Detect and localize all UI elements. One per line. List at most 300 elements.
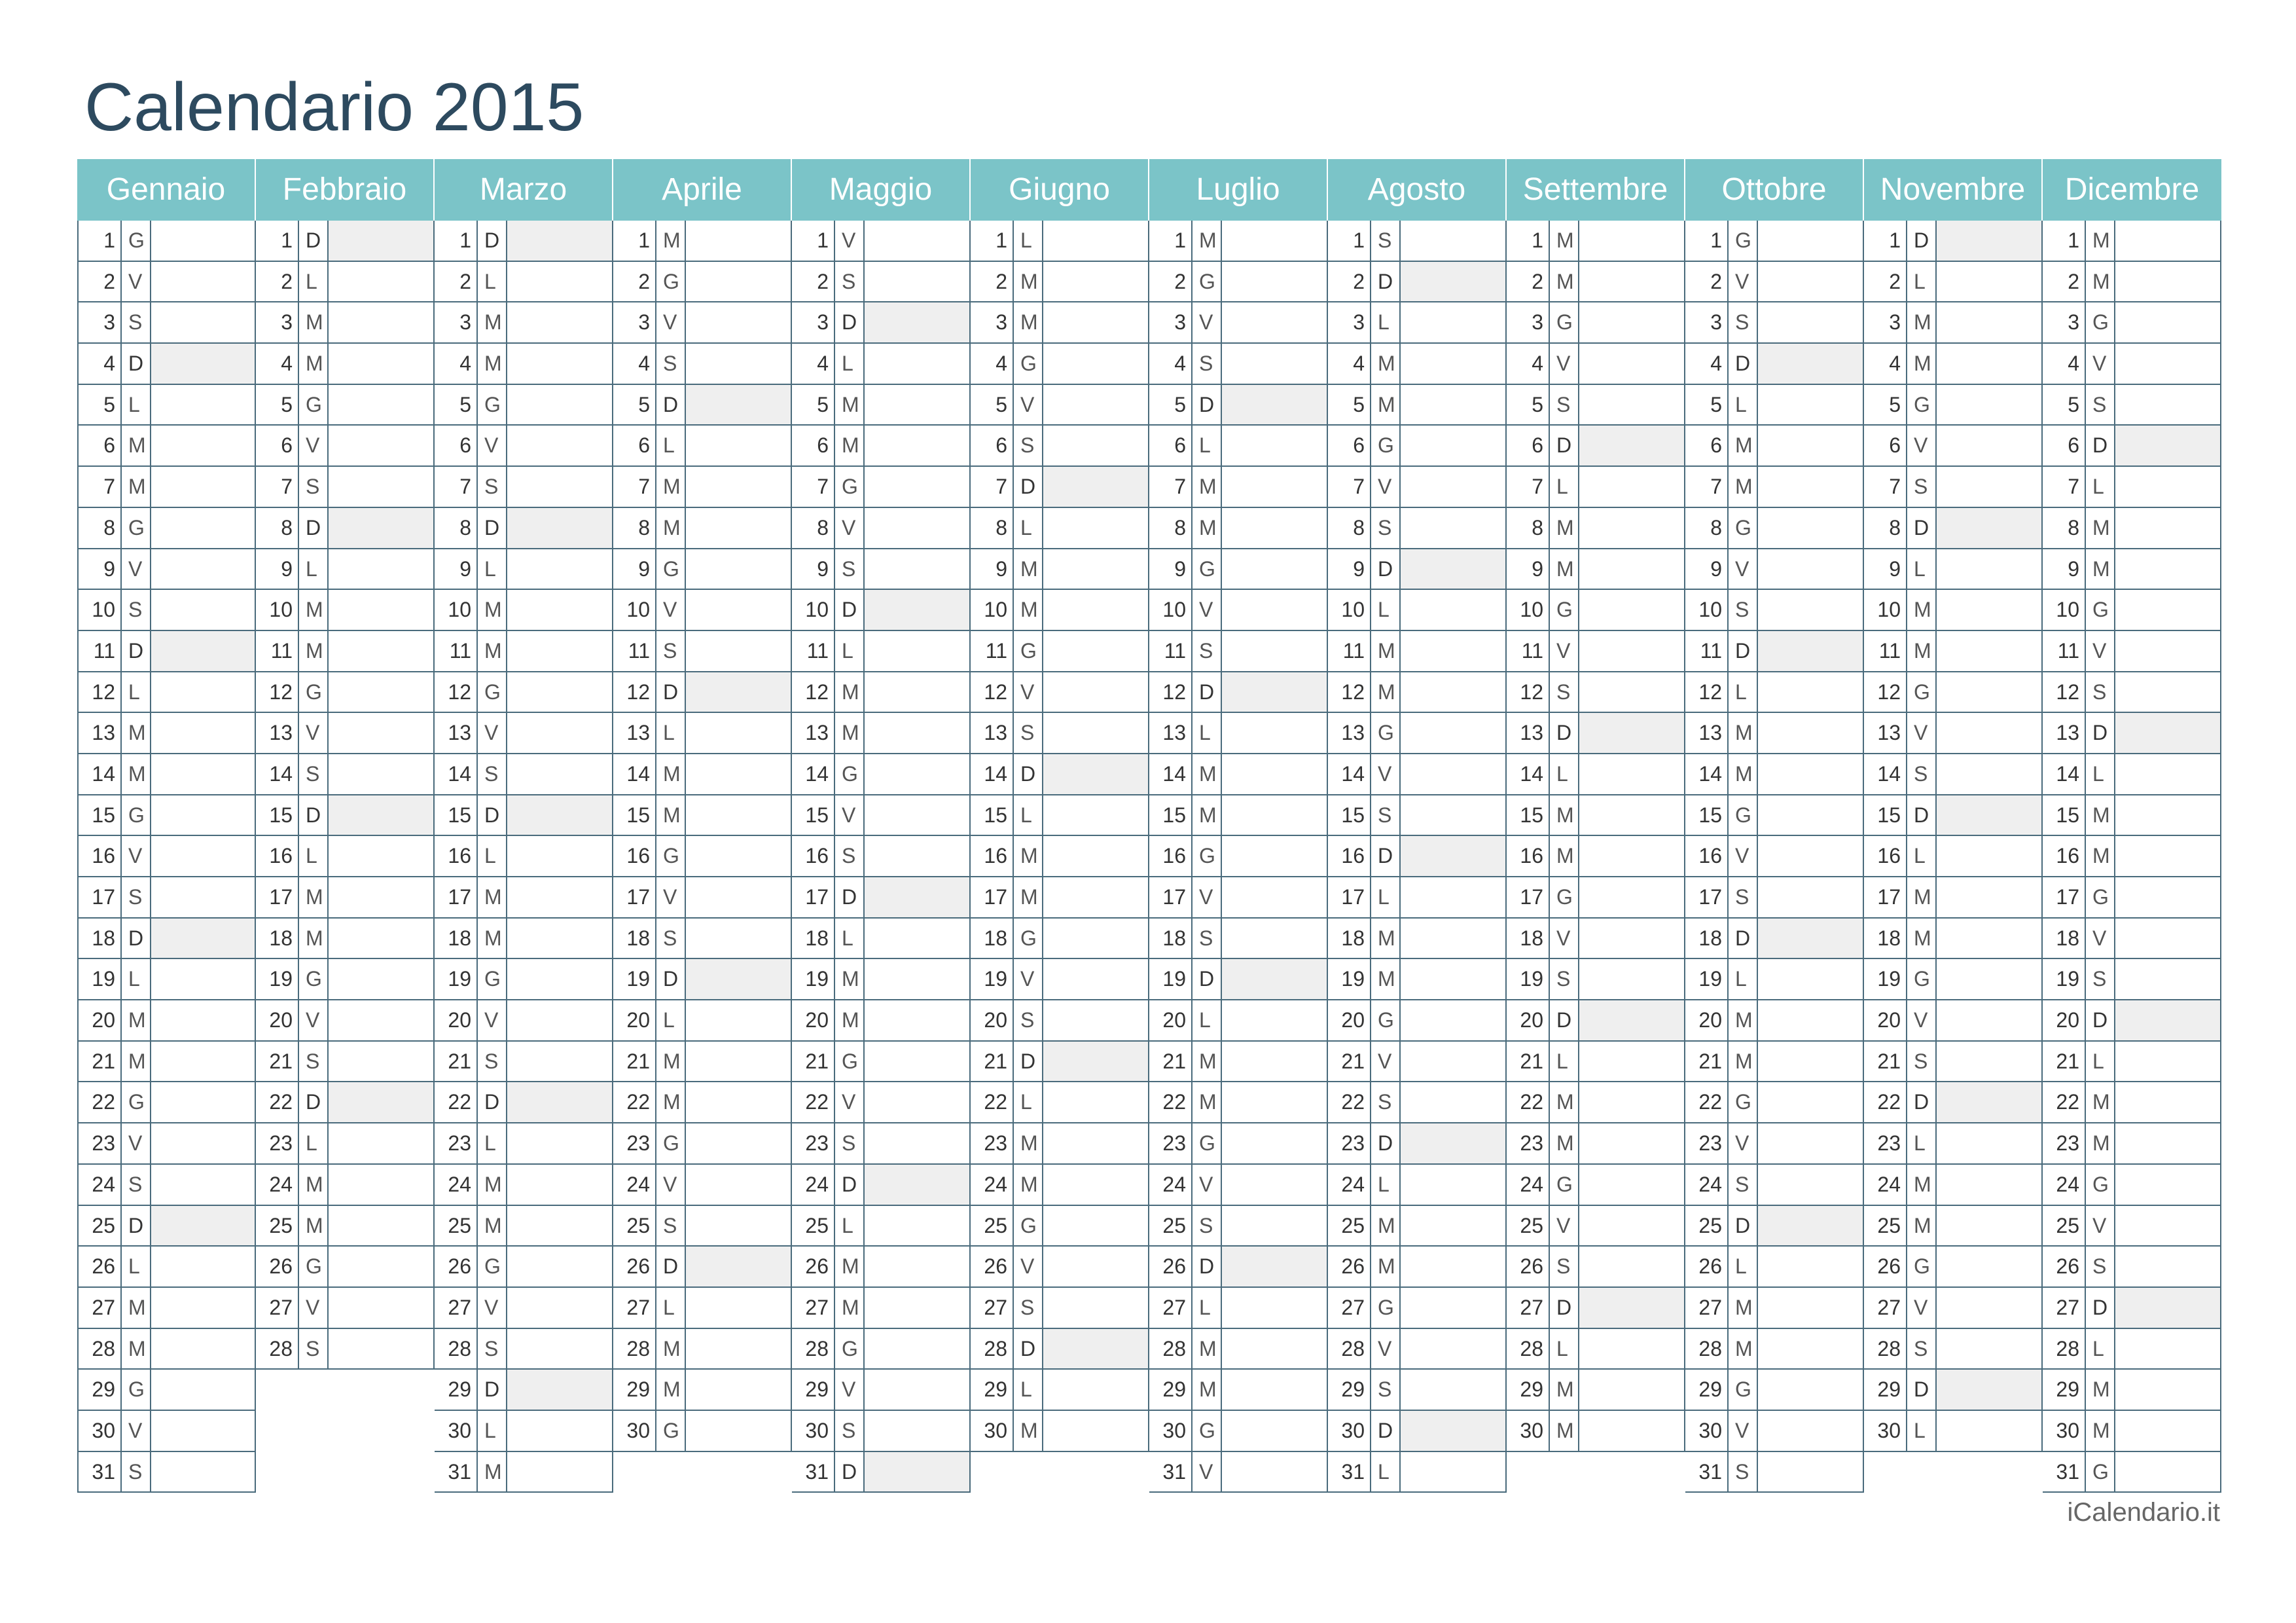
day-number: 6	[971, 426, 1014, 465]
day-weekday: L	[299, 1123, 329, 1163]
day-weekday: L	[1371, 1452, 1401, 1492]
day-row	[2043, 1042, 2220, 1083]
day-row	[971, 508, 1148, 549]
day-number: 1	[792, 221, 835, 261]
day-row	[435, 631, 612, 672]
day-weekday: D	[1729, 631, 1758, 671]
day-weekday: L	[478, 549, 507, 589]
day-weekday: M	[1907, 302, 1937, 342]
day-number: 5	[613, 385, 656, 425]
day-number: 9	[1864, 549, 1907, 589]
day-number: 22	[613, 1082, 656, 1122]
day-weekday: G	[2086, 877, 2115, 917]
day-weekday: G	[1014, 1206, 1043, 1246]
day-note-cell	[2115, 1452, 2220, 1492]
day-row	[1864, 467, 2041, 508]
day-note-cell	[1758, 877, 1863, 917]
day-note-cell	[865, 1042, 969, 1082]
day-weekday: M	[1550, 836, 1579, 876]
day-weekday: S	[835, 836, 865, 876]
day-row	[1864, 959, 2041, 1000]
day-note-cell	[1937, 919, 2041, 958]
day-note-cell	[329, 590, 433, 630]
day-row	[1685, 1042, 1863, 1083]
month-header: Novembre	[1864, 159, 2043, 221]
day-weekday: S	[1371, 508, 1401, 548]
day-note-cell	[1222, 302, 1327, 342]
day-row	[613, 1206, 791, 1247]
day-row	[1864, 385, 2041, 426]
day-row	[79, 1452, 255, 1493]
day-number: 4	[1328, 344, 1371, 384]
day-note-cell	[1758, 754, 1863, 794]
day-weekday: M	[1729, 713, 1758, 753]
day-weekday: M	[299, 302, 329, 342]
day-number: 23	[1328, 1123, 1371, 1163]
day-note-cell	[1222, 672, 1327, 712]
day-weekday: V	[656, 1165, 686, 1205]
day-weekday: G	[1729, 1082, 1758, 1122]
day-note-cell	[1937, 508, 2041, 548]
day-row	[1685, 713, 1863, 754]
day-number: 12	[2043, 672, 2086, 712]
day-row	[1685, 877, 1863, 919]
day-weekday: V	[122, 262, 151, 302]
day-number: 11	[1507, 631, 1550, 671]
day-number: 13	[1685, 713, 1729, 753]
day-row	[792, 221, 969, 262]
day-number: 28	[2043, 1329, 2086, 1369]
day-weekday: V	[478, 1000, 507, 1040]
day-weekday: D	[656, 1247, 686, 1286]
day-row	[79, 1288, 255, 1329]
day-note-cell	[1937, 549, 2041, 589]
day-row	[1507, 959, 1684, 1000]
day-row	[79, 754, 255, 795]
day-row	[256, 549, 433, 591]
day-number: 21	[1149, 1042, 1193, 1082]
day-number: 20	[256, 1000, 299, 1040]
day-number: 18	[2043, 919, 2086, 958]
day-row	[435, 590, 612, 631]
day-row	[1685, 1165, 1863, 1206]
day-number: 2	[2043, 262, 2086, 302]
day-number: 19	[435, 959, 478, 999]
day-number: 17	[613, 877, 656, 917]
day-row	[1507, 795, 1684, 837]
day-number: 16	[435, 836, 478, 876]
day-note-cell	[329, 1042, 433, 1082]
day-number: 25	[435, 1206, 478, 1246]
day-row	[256, 672, 433, 714]
day-weekday: S	[122, 590, 151, 630]
day-note-cell	[1401, 1123, 1505, 1163]
day-row	[2043, 1082, 2220, 1123]
day-row	[435, 672, 612, 714]
day-row	[613, 877, 791, 919]
day-note-cell	[686, 508, 791, 548]
day-row	[1507, 1411, 1684, 1452]
day-weekday: M	[122, 426, 151, 465]
day-number: 15	[1507, 795, 1550, 835]
day-number: 6	[1507, 426, 1550, 465]
day-number: 3	[1149, 302, 1193, 342]
month-days	[1685, 221, 1864, 1493]
day-number: 29	[792, 1370, 835, 1410]
day-number: 2	[971, 262, 1014, 302]
day-weekday: S	[1371, 1082, 1401, 1122]
day-note-cell	[1758, 221, 1863, 261]
day-row	[435, 1000, 612, 1042]
day-note-cell	[1043, 795, 1148, 835]
day-note-cell	[1222, 549, 1327, 589]
day-weekday: M	[299, 877, 329, 917]
day-number: 27	[792, 1288, 835, 1328]
day-weekday: S	[1193, 631, 1222, 671]
day-weekday: S	[1550, 385, 1579, 425]
day-row	[1328, 1082, 1505, 1123]
day-weekday: M	[1729, 1042, 1758, 1082]
day-weekday: M	[1550, 221, 1579, 261]
day-note-cell	[1579, 467, 1684, 507]
day-number: 13	[613, 713, 656, 753]
day-note-cell	[865, 508, 969, 548]
day-number: 22	[971, 1082, 1014, 1122]
day-note-cell	[2115, 1123, 2220, 1163]
day-row	[1864, 590, 2041, 631]
day-weekday: S	[1729, 1452, 1758, 1492]
day-note-cell	[1579, 754, 1684, 794]
day-row	[2043, 467, 2220, 508]
day-weekday: V	[1729, 262, 1758, 302]
day-note-cell	[1401, 1329, 1505, 1369]
day-weekday: G	[1729, 221, 1758, 261]
day-note-cell	[507, 385, 612, 425]
day-weekday: M	[1729, 426, 1758, 465]
day-weekday: G	[1193, 549, 1222, 589]
day-weekday: L	[1371, 877, 1401, 917]
day-row	[435, 426, 612, 467]
day-weekday: M	[656, 754, 686, 794]
day-row	[792, 344, 969, 385]
day-row	[1864, 1288, 2041, 1329]
day-row	[1864, 302, 2041, 344]
day-row	[79, 713, 255, 754]
day-number: 2	[435, 262, 478, 302]
day-note-cell	[1043, 1247, 1148, 1286]
day-row	[435, 1411, 612, 1452]
day-row	[256, 467, 433, 508]
day-weekday: D	[1729, 1206, 1758, 1246]
day-note-cell	[151, 344, 255, 384]
day-note-cell	[1043, 1329, 1148, 1369]
day-weekday: S	[1550, 1247, 1579, 1286]
day-number: 22	[79, 1082, 122, 1122]
month-header: Luglio	[1149, 159, 1328, 221]
day-row	[2043, 1411, 2220, 1452]
day-row	[792, 1370, 969, 1411]
day-note-cell	[1758, 262, 1863, 302]
day-number: 23	[792, 1123, 835, 1163]
day-number: 17	[79, 877, 122, 917]
day-note-cell	[507, 590, 612, 630]
day-row	[2043, 919, 2220, 960]
day-weekday: G	[1371, 1000, 1401, 1040]
day-weekday: V	[656, 877, 686, 917]
day-note-cell	[1401, 1288, 1505, 1328]
day-row	[1149, 508, 1327, 549]
day-number: 3	[792, 302, 835, 342]
day-note-cell	[865, 1165, 969, 1205]
day-number: 25	[1328, 1206, 1371, 1246]
day-row	[1328, 1411, 1505, 1452]
day-weekday: M	[1014, 549, 1043, 589]
day-weekday: M	[478, 344, 507, 384]
day-number: 1	[971, 221, 1014, 261]
day-weekday: S	[1014, 1000, 1043, 1040]
day-number: 19	[971, 959, 1014, 999]
day-weekday: D	[835, 590, 865, 630]
day-weekday: D	[299, 1082, 329, 1122]
day-number: 19	[256, 959, 299, 999]
day-row	[1864, 549, 2041, 591]
day-number: 24	[971, 1165, 1014, 1205]
day-note-cell	[2115, 1288, 2220, 1328]
day-note-cell	[1401, 1452, 1505, 1492]
day-number: 4	[435, 344, 478, 384]
day-row	[1685, 1452, 1863, 1493]
day-weekday: L	[1014, 508, 1043, 548]
day-weekday: D	[1193, 959, 1222, 999]
day-weekday: G	[656, 836, 686, 876]
day-weekday: M	[835, 426, 865, 465]
day-number: 25	[1507, 1206, 1550, 1246]
day-row	[1685, 795, 1863, 837]
day-weekday: L	[1371, 1165, 1401, 1205]
day-note-cell	[1401, 1411, 1505, 1451]
day-note-cell	[865, 959, 969, 999]
day-note-cell	[151, 1000, 255, 1040]
day-note-cell	[1401, 590, 1505, 630]
day-number: 30	[1507, 1411, 1550, 1451]
day-number: 13	[792, 713, 835, 753]
day-number: 15	[613, 795, 656, 835]
day-row	[792, 1165, 969, 1206]
day-number: 7	[1507, 467, 1550, 507]
day-row	[1685, 754, 1863, 795]
day-row	[256, 1042, 433, 1083]
day-weekday: D	[122, 631, 151, 671]
day-number: 13	[1149, 713, 1193, 753]
day-note-cell	[1758, 1370, 1863, 1410]
day-number: 7	[2043, 467, 2086, 507]
day-note-cell	[507, 1288, 612, 1328]
day-weekday: M	[478, 631, 507, 671]
day-weekday: M	[1729, 1329, 1758, 1369]
day-note-cell	[686, 549, 791, 589]
day-row	[1507, 262, 1684, 303]
day-note-cell	[507, 1370, 612, 1410]
day-weekday: D	[122, 1206, 151, 1246]
day-number: 17	[256, 877, 299, 917]
day-weekday: L	[1729, 1247, 1758, 1286]
day-weekday: M	[1014, 1123, 1043, 1163]
day-number: 2	[792, 262, 835, 302]
day-note-cell	[865, 1247, 969, 1286]
day-number: 28	[435, 1329, 478, 1369]
day-row	[1685, 672, 1863, 714]
day-note-cell	[1579, 836, 1684, 876]
day-note-cell	[1222, 1042, 1327, 1082]
day-weekday: L	[122, 385, 151, 425]
day-number: 13	[971, 713, 1014, 753]
day-number: 4	[79, 344, 122, 384]
day-number: 11	[792, 631, 835, 671]
day-note-cell	[1758, 631, 1863, 671]
day-number: 1	[1507, 221, 1550, 261]
day-weekday: L	[478, 262, 507, 302]
day-row	[1328, 754, 1505, 795]
day-weekday: L	[1550, 467, 1579, 507]
day-note-cell	[865, 221, 969, 261]
day-row	[792, 959, 969, 1000]
day-weekday: D	[478, 795, 507, 835]
day-note-cell	[1758, 1329, 1863, 1369]
day-row	[613, 836, 791, 877]
day-note-cell	[1579, 426, 1684, 465]
day-weekday: M	[1193, 1082, 1222, 1122]
day-number: 17	[1507, 877, 1550, 917]
day-number: 17	[971, 877, 1014, 917]
day-weekday: M	[1550, 549, 1579, 589]
day-row	[1328, 302, 1505, 344]
day-note-cell	[329, 919, 433, 958]
day-number: 24	[1864, 1165, 1907, 1205]
day-note-cell	[1758, 1000, 1863, 1040]
day-weekday: G	[1371, 713, 1401, 753]
day-row	[613, 1000, 791, 1042]
day-number: 18	[1149, 919, 1193, 958]
day-row	[2043, 1123, 2220, 1165]
day-weekday: V	[1729, 1411, 1758, 1451]
day-number: 1	[256, 221, 299, 261]
day-number: 20	[435, 1000, 478, 1040]
day-note-cell	[2115, 1042, 2220, 1082]
day-row	[435, 385, 612, 426]
day-number: 27	[1507, 1288, 1550, 1328]
day-number: 27	[613, 1288, 656, 1328]
day-row	[2043, 385, 2220, 426]
day-weekday: M	[1014, 302, 1043, 342]
day-note-cell	[865, 467, 969, 507]
day-note-cell	[1758, 385, 1863, 425]
day-number: 5	[1507, 385, 1550, 425]
day-weekday: M	[1907, 877, 1937, 917]
day-weekday: D	[1371, 1123, 1401, 1163]
day-note-cell	[1579, 1370, 1684, 1410]
day-note-cell	[507, 1042, 612, 1082]
day-row	[435, 1452, 612, 1493]
day-row	[1864, 1000, 2041, 1042]
day-weekday: M	[478, 919, 507, 958]
day-number: 9	[1685, 549, 1729, 589]
day-number: 28	[1507, 1329, 1550, 1369]
day-number: 12	[79, 672, 122, 712]
day-row	[1507, 549, 1684, 591]
day-weekday: D	[835, 877, 865, 917]
day-row	[1507, 754, 1684, 795]
day-number: 18	[79, 919, 122, 958]
day-weekday: S	[1729, 590, 1758, 630]
day-weekday: L	[1193, 426, 1222, 465]
day-row	[2043, 549, 2220, 591]
day-number: 2	[613, 262, 656, 302]
day-row	[1864, 836, 2041, 877]
day-row	[256, 1288, 433, 1329]
day-note-cell	[151, 262, 255, 302]
day-row	[792, 672, 969, 714]
day-row	[79, 1370, 255, 1411]
day-number: 15	[1149, 795, 1193, 835]
day-note-cell	[1758, 919, 1863, 958]
day-row	[256, 1247, 433, 1288]
day-row	[435, 836, 612, 877]
day-note-cell	[686, 1329, 791, 1369]
day-number: 11	[79, 631, 122, 671]
day-weekday: S	[1014, 426, 1043, 465]
day-weekday: M	[1193, 1042, 1222, 1082]
day-weekday: M	[1907, 344, 1937, 384]
day-row	[1328, 1247, 1505, 1288]
day-row	[2043, 590, 2220, 631]
day-row	[971, 302, 1148, 344]
day-note-cell	[1937, 1165, 2041, 1205]
day-row	[1149, 344, 1327, 385]
day-note-cell	[1579, 385, 1684, 425]
day-note-cell	[1937, 426, 2041, 465]
day-number: 24	[613, 1165, 656, 1205]
day-weekday: L	[1907, 836, 1937, 876]
day-note-cell	[329, 1247, 433, 1286]
day-weekday: M	[2086, 508, 2115, 548]
day-note-cell	[1222, 426, 1327, 465]
day-weekday: M	[1193, 795, 1222, 835]
day-weekday: M	[299, 631, 329, 671]
day-weekday: S	[835, 1411, 865, 1451]
day-row	[792, 631, 969, 672]
day-row	[256, 1329, 433, 1370]
day-weekday: M	[2086, 221, 2115, 261]
day-note-cell	[1579, 713, 1684, 753]
day-number: 9	[79, 549, 122, 589]
day-weekday: M	[835, 672, 865, 712]
day-row	[613, 385, 791, 426]
day-number: 11	[435, 631, 478, 671]
day-number: 22	[2043, 1082, 2086, 1122]
day-note-cell	[1937, 1082, 2041, 1122]
day-weekday: D	[299, 795, 329, 835]
day-row	[2043, 1329, 2220, 1370]
day-row	[613, 590, 791, 631]
day-number: 29	[1507, 1370, 1550, 1410]
day-number: 25	[792, 1206, 835, 1246]
day-number: 11	[2043, 631, 2086, 671]
day-number: 3	[1864, 302, 1907, 342]
day-weekday: M	[299, 1165, 329, 1205]
day-row	[256, 919, 433, 960]
day-number: 2	[1507, 262, 1550, 302]
day-weekday: M	[1550, 1082, 1579, 1122]
